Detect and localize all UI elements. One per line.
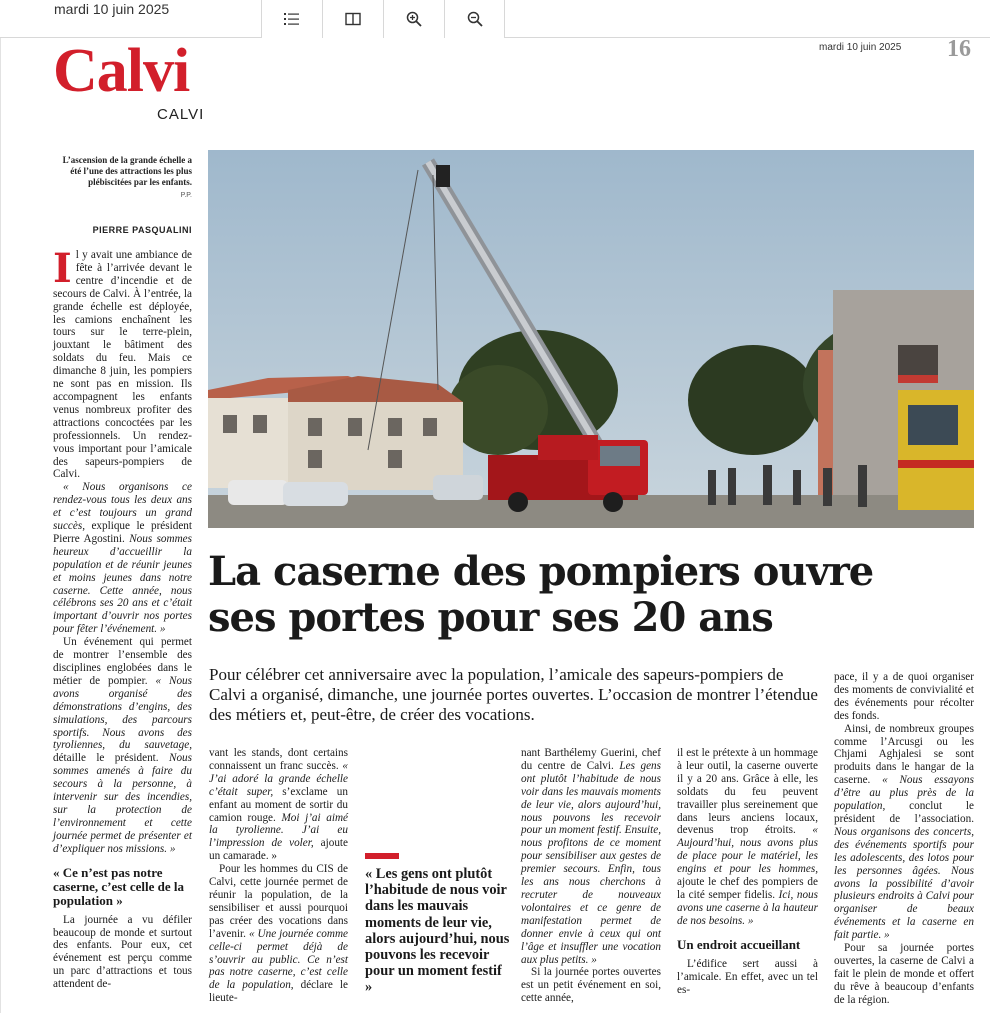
col2-para-1-text-b: s’exclame un enfant au moment de sortir du camion rouge. (209, 785, 348, 824)
col3-para-1-quote: Les gens ont plutôt l’habitude de nous voir dans les mauvais moments de leur vie, alors aujourd’hui, nous pouvons les recevoir pour un moment festif. Ensuite, nous profitons de ce moment pour sensibiliser aux gestes de premier secours. Enfin, tous les ans nous cherchons à recruter de nouveaux volontaires et ce genre de manifestation permet de donner envie à ceux qui ont l’âge et insuffler une vocation aux plus petits. » (521, 759, 661, 966)
toolbar-date: mardi 10 juin 2025 (54, 1, 170, 17)
col4-para-1-quote-b: Ici, nous avons une caserne à la hauteur de nos besoins. » (677, 888, 818, 927)
col1-para-1: l y avait une ambiance de fête à l’arrivée devant le centre d’incendie et de secours de Calvi. À l’entrée, la grande échelle est déployée, les camions enchaînent les tours sur le terre-plein, jouxtant le bâtiment des soldats du feu. Mais ce dimanche 8 juin, les pompiers ne sont pas en mission. Ils accompagnent les enfants venus nombreux profiter des attractions concoctées par les professionnels. Un rendez-vous important pour l’amicale des sapeurs-pompiers de Calvi. (53, 249, 192, 481)
col4-para-1-text-a: il est le prétexte à un hommage à leur outil, la caserne ouverte il y a 20 ans. Grâce à elle, les soldats du feu peuvent travailler plus sereinement que dans leurs anciens locaux, devenus trop étroits. (677, 747, 818, 837)
col1-para-4: La journée a vu défiler beaucoup de monde et surtout des enfants. Pour eux, cet événement est perçu comme un parc d’attractions et tous attendent de- (53, 913, 192, 991)
col1-para-2 (53, 481, 192, 636)
col1-para-3-quote-b: Nous sommes amenés à faire du secours à la personne, à intervenir sur des incendies, sur la protection de l’environnement et cette journée permet de présenter et d’expliquer nos missions. » (53, 752, 192, 855)
headline-line-2: ses portes pour ses 20 ans (208, 594, 773, 641)
article-column-3 (521, 747, 661, 1005)
col1-para-2-quote-b: Nous sommes heureux d’accueillir la population et de réunir jeunes et moins jeunes dans notre caserne. Cette année, nous célébrons ses 20 ans et c’était important d’ouvrir nos portes pour fêter l’événement. » (53, 532, 192, 636)
drop-cap: I (53, 245, 72, 292)
col2-para-1-text-c: ajoute un camarade. » (209, 837, 349, 863)
col4-para-1 (677, 747, 818, 928)
article-photo (208, 150, 974, 528)
article-lead: Pour célébrer cet anniversaire avec la population, l’amicale des sapeurs-pompiers de Calvi a organisé, dimanche, une journée portes ouvertes. L’occasion de montrer l’étendue des métiers et, peut-être, de créer des vocations. (209, 665, 818, 724)
col5-para-2-text-a: Ainsi, de nombreux groupes comme l’Arcusgi ou les Chjami Aghjalesi se sont produits dans le hangar de la caserne. (834, 722, 974, 787)
book-icon (345, 12, 361, 26)
col2-para-1-text-a: vant les stands, dont certains connaissent un franc succès. (209, 747, 348, 772)
page-date: mardi 10 juin 2025 (819, 42, 902, 53)
list-icon (284, 12, 300, 26)
col2-para-1 (209, 747, 348, 863)
col4-para-2: L’édifice sert aussi à l’amicale. En effet, avec un tel es- (677, 957, 818, 996)
article-headline (208, 549, 968, 641)
col5-para-3: Pour sa journée portes ouvertes, la caserne de Calvi a fait le plein de monde et offert du rêve à beaucoup d’enfants de la région. (834, 942, 974, 1006)
col1-para-3-text-b: détaille le président. (53, 752, 169, 765)
newspaper-page (0, 38, 990, 1013)
col5-para-1: pace, il y a de quoi organiser des moments de convivialité et des événements pour récolter des fonds. (834, 671, 974, 722)
col1-para-2-text: explique le président Pierre Agostini. (53, 520, 192, 545)
col1-para-3-quote-a: « Nous avons organisé des démonstrations d’engins, des simulations, des parcours sportifs. Nous avons des tyroliennes, du sauvetage, (53, 674, 192, 752)
col5-para-2 (834, 723, 974, 942)
viewer-toolbar (0, 0, 990, 38)
col1-para-3-text-a: Un événement qui permet de montrer l’ensemble des disciplines englobées dans le métier de pompier. (53, 636, 192, 687)
col4-para-1-text-b: ajoute le chef des pompiers de la cité semper fidelis. (677, 876, 818, 901)
col4-para-1-quote-a: « Aujourd’hui, nous avons plus de place pour le matériel, les engins et pour les hommes, (677, 824, 818, 876)
col3-para-2: Si la journée portes ouvertes est un petit événement en soi, cette année, (521, 966, 661, 1005)
pull-quote: « Les gens ont plutôt l’habitude de nous voir dans les mauvais moments de leur vie, alors aujourd’hui, nous pouvons les recevoir pour un moment festif » (365, 866, 510, 996)
col5-para-2-text-b: conclut le président de l’association. (834, 800, 974, 825)
intertitle-2: Un endroit accueillant (677, 936, 801, 952)
col2-para-2 (209, 863, 348, 1005)
col2-para-1-quote-a: « J’ai adoré la grande échelle c’était super, (209, 759, 348, 798)
col2-para-1-quote-b: Moi j’ai aimé la tyrolienne. J’ai eu l’impression de voler, (209, 811, 348, 850)
photo-credit: P.P. (180, 192, 192, 199)
col1-para-2-quote-a: « Nous organisons ce rendez-vous tous les deux ans et c’est toujours un grand succès, (53, 481, 192, 533)
page-number: 16 (947, 36, 971, 62)
zoom-out-icon (467, 11, 483, 27)
photo-caption: L’ascension de la grande échelle a été l’une des attractions les plus plébiscitées par les enfants. (62, 155, 192, 187)
headline-line-1: La caserne des pompiers ouvre (208, 548, 874, 595)
author-byline: PIERRE PASQUALINI (92, 225, 192, 235)
zoom-out-button[interactable] (444, 0, 505, 38)
col5-para-2-quote-b: Nous organisons des concerts, des événements sportifs pour les adolescents, des lotos pour les personnes âgées. Nous avons la possibilité d’avoir plusieurs endroits à Calvi pour organiser de beaux événements et la caserne en fait partie. » (834, 825, 974, 942)
section-subtitle: CALVI (157, 106, 205, 123)
section-logo: Calvi (53, 37, 190, 105)
article-column-5 (834, 671, 974, 1007)
zoom-in-button[interactable] (383, 0, 444, 38)
zoom-in-icon (406, 11, 422, 27)
intertitle-1: « Ce n’est pas notre caserne, c’est celle de la population » (53, 864, 185, 908)
quote-accent-bar (365, 853, 399, 859)
book-view-button[interactable] (322, 0, 383, 38)
col2-para-2-quote-a: « Une journée comme celle-ci permet déjà de s’ouvrir au public. Ce n’est pas notre caserne, c’est celle de la population, (209, 927, 348, 992)
col2-para-2-text-a: Pour les hommes du CIS de Calvi, cette journée permet de réunir la population, de la sensibiliser et aussi pourquoi pas créer des vocations dans l’avenir. (209, 863, 348, 940)
article-column-1 (53, 245, 192, 991)
list-button[interactable] (261, 0, 322, 38)
col3-para-1-text: nant Barthélemy Guerini, chef du centre de Calvi. (521, 747, 661, 772)
article-column-4 (677, 747, 818, 996)
col5-para-2-quote-a: « Nous essayons d’être au plus près de la population, (834, 774, 974, 813)
col1-para-3 (53, 636, 192, 855)
article-column-2 (209, 747, 348, 1005)
col3-para-1 (521, 747, 661, 966)
col2-para-2-text-b: déclare le lieute- (209, 979, 348, 1005)
